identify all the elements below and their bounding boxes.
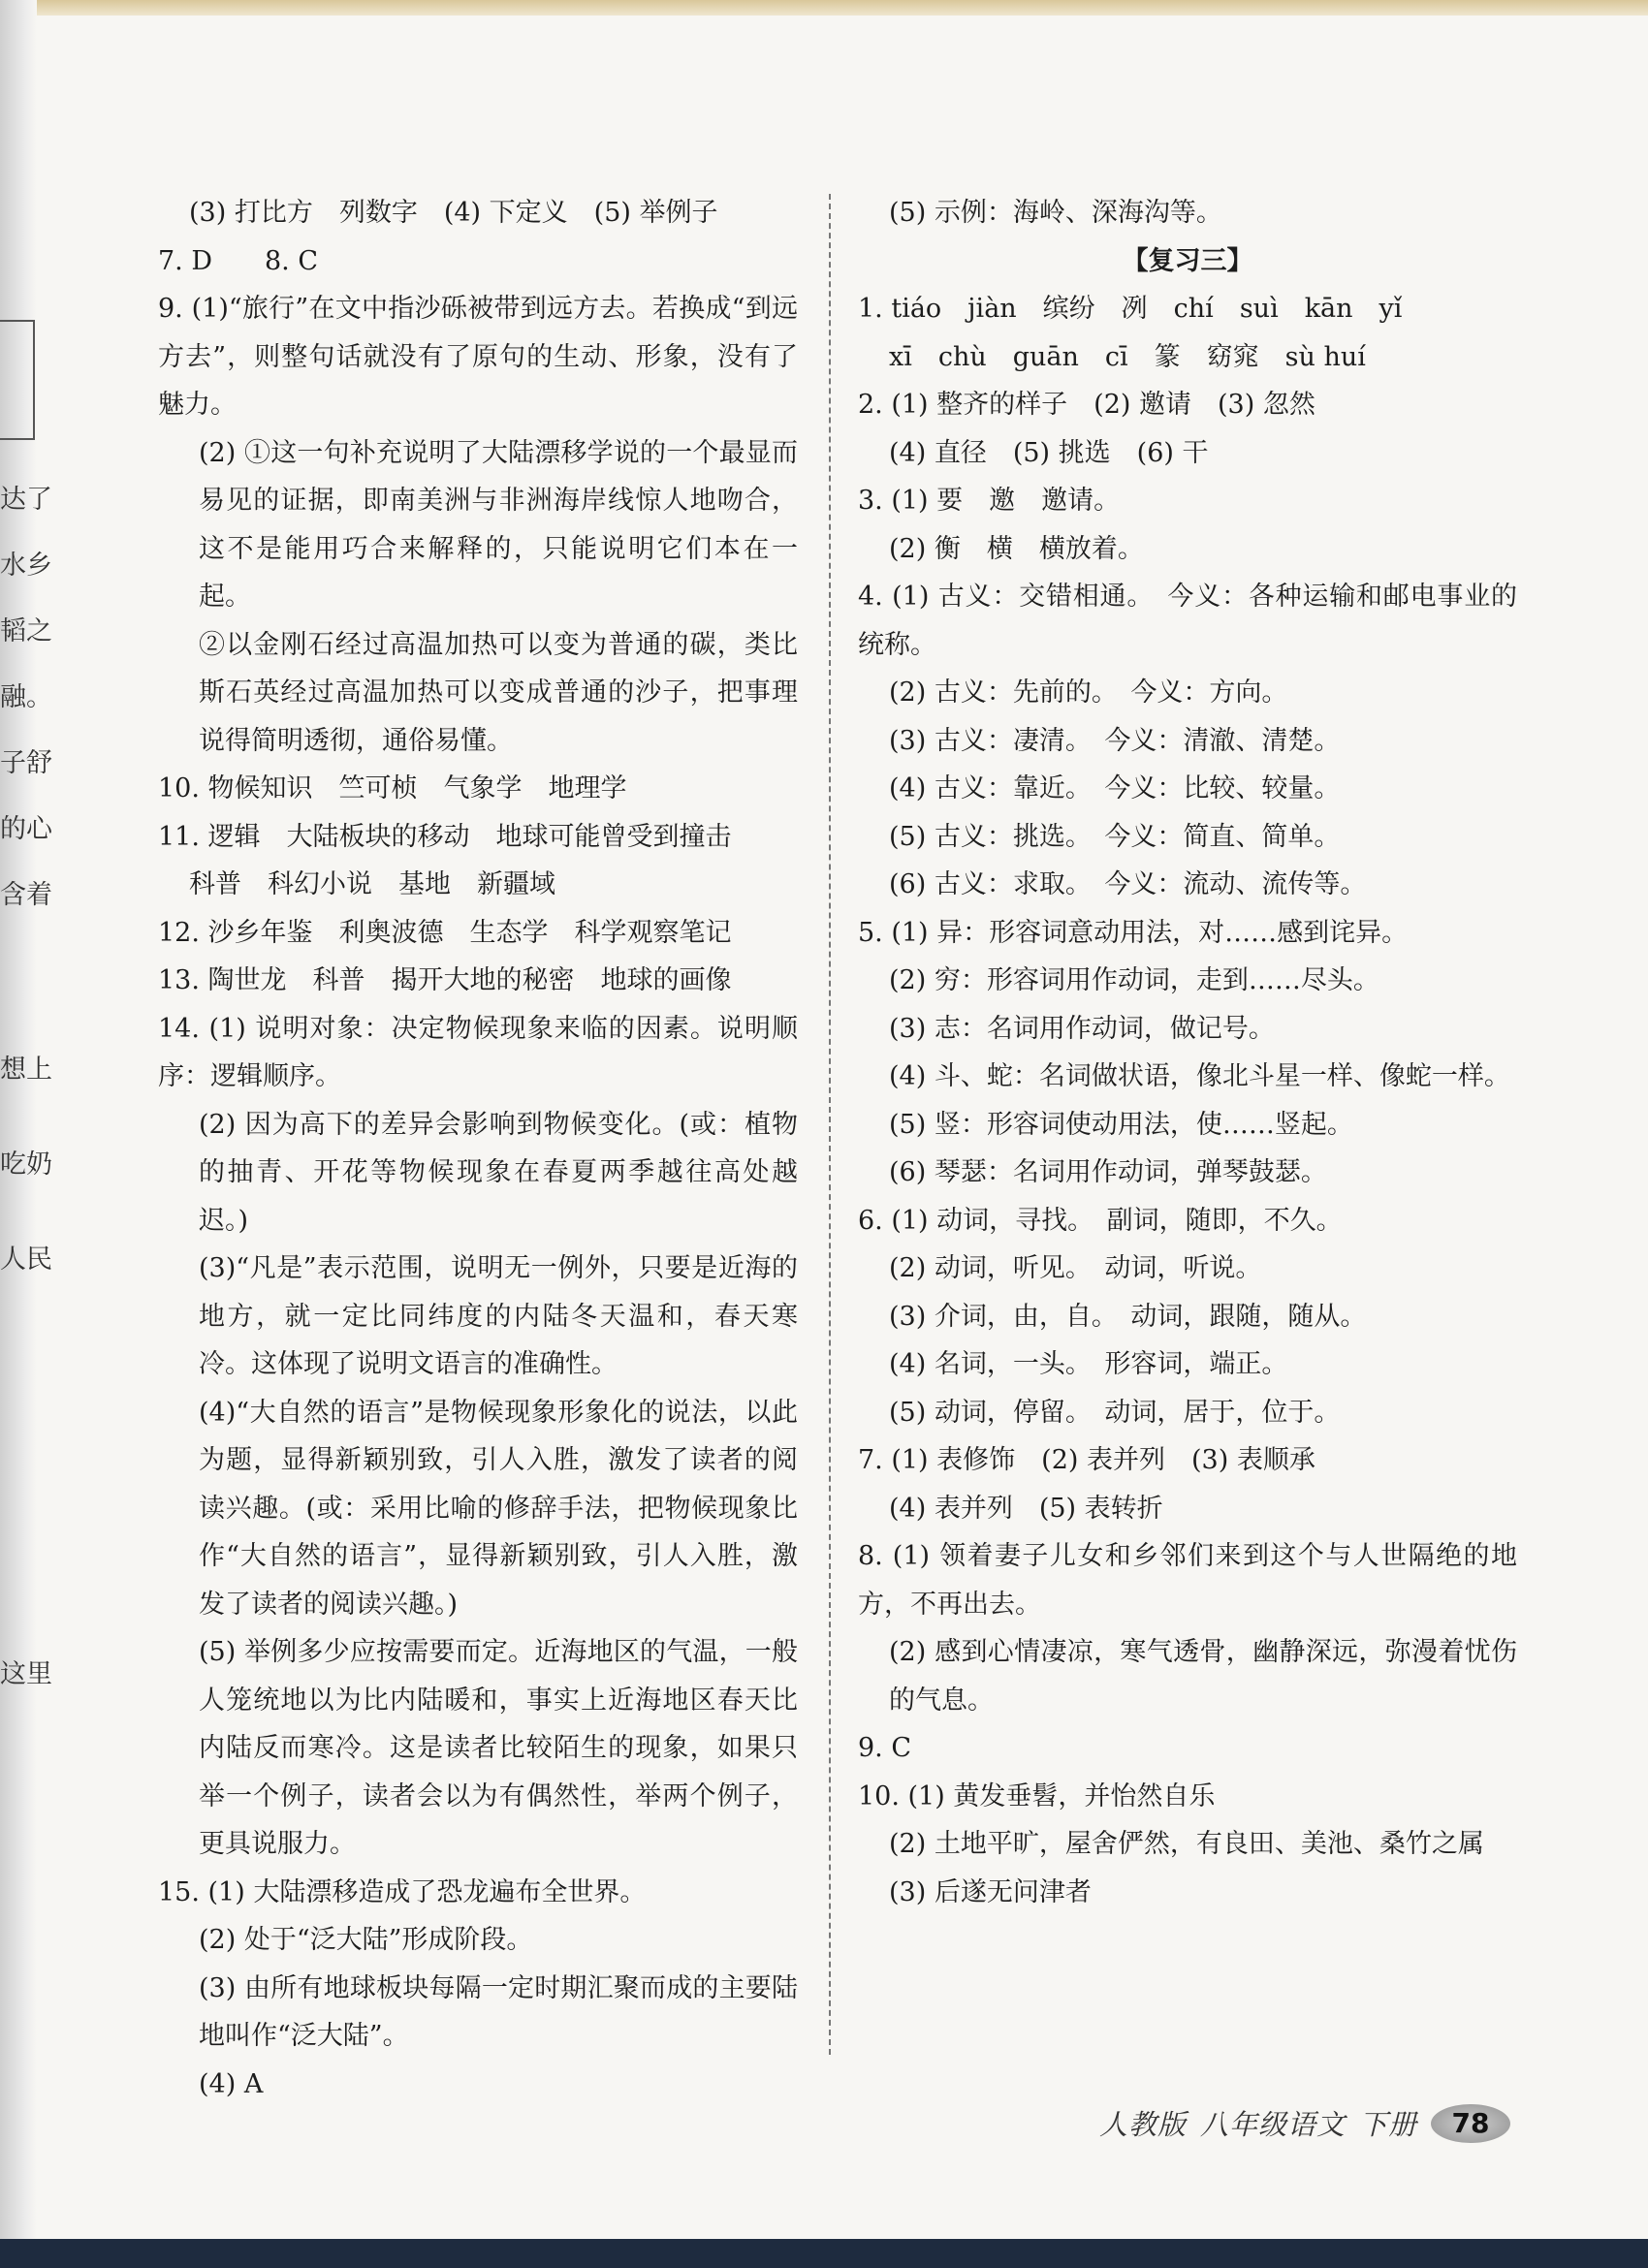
answer-line: 科普 科幻小说 基地 新疆域: [189, 869, 555, 899]
answer-line: xī chù guān cī 篆 窈窕 sù huí: [889, 341, 1366, 372]
spine-fragment: 人民: [0, 1244, 52, 1275]
spine-fragment: 达了: [0, 485, 52, 515]
spine-fragment: 融。: [0, 682, 52, 712]
answer-line: (2) 动词，听见。 动词，听说。: [889, 1253, 1262, 1283]
answer-line: (4)“大自然的语言”是物候现象形象化的说法，以此为题，显得新颖别致，引人入胜，激发了读者的阅读兴趣。(或：采用比喻的修辞手法，把物候现象比作“大自然的语言”，显得新颖别致，引人入胜，激发了读者的阅读兴趣。): [199, 1397, 798, 1620]
page-bottom-edge: [0, 2239, 1648, 2268]
spine-fragment: 含着: [0, 880, 52, 910]
answer-line: (5) 示例：海岭、深海沟等。: [889, 198, 1222, 228]
answer-line: ②以金刚石经过高温加热可以变为普通的碳，类比斯石英经过高温加热可以变成普通的沙子，把事理说得简明透彻，通俗易懂。: [199, 629, 798, 756]
footer-grade-subject: 八年级语文: [1199, 2108, 1346, 2141]
answer-line: (2) 古义：先前的。 今义：方向。: [889, 677, 1288, 708]
answer-line: 10. (1) 黄发垂髫，并怡然自乐: [858, 1780, 1216, 1811]
answer-column-left: [158, 189, 798, 2108]
answer-line: (4) 直径 (5) 挑选 (6) 干: [889, 437, 1209, 468]
answer-line: 6. (1) 动词，寻找。 副词，随即，不久。: [858, 1205, 1343, 1236]
answer-line: (6) 古义：求取。 今义：流动、流传等。: [889, 869, 1367, 899]
answer-line: 11. 逻辑 大陆板块的移动 地球可能曾受到撞击: [158, 821, 732, 852]
answer-line: 5. (1) 异：形容词意动用法，对……感到诧异。: [858, 917, 1409, 948]
spine-fragment: 这里: [0, 1659, 52, 1689]
answer-line: (3) 介词，由，自。 动词，跟随，随从。: [889, 1301, 1367, 1332]
answer-line: (3) 由所有地球板块每隔一定时期汇聚而成的主要陆地叫作“泛大陆”。: [199, 1972, 798, 2051]
answer-line: (2) 穷：形容词用作动词，走到……尽头。: [889, 965, 1379, 995]
spine-fragment: 想上: [0, 1055, 52, 1085]
answer-line: 14. (1) 说明对象：决定物候现象来临的因素。说明顺序：逻辑顺序。: [158, 1013, 798, 1091]
answer-line: 7. D 8. C: [158, 245, 318, 276]
answer-line: 9. (1)“旅行”在文中指沙砾被带到远方去。若换成“到远方去”，则整句话就没有了原句的生动、形象，没有了魅力。: [158, 294, 798, 420]
answer-line: 7. (1) 表修饰 (2) 表并列 (3) 表顺承: [858, 1445, 1315, 1475]
answer-line: (2) ①这一句补充说明了大陆漂移学说的一个最显而易见的证据，即南美洲与非洲海岸线惊人地吻合，这不是能用巧合来解释的，只能说明它们本在一起。: [199, 437, 798, 612]
answer-line: (5) 古义：挑选。 今义：简直、简单。: [889, 821, 1341, 852]
answer-line: 4. (1) 古义：交错相通。 今义：各种运输和邮电事业的统称。: [858, 582, 1517, 660]
answer-line: (2) 衡 横 横放着。: [889, 533, 1144, 564]
answer-line: (4) 表并列 (5) 表转折: [889, 1493, 1163, 1524]
spine-fragment: 水乡: [0, 551, 52, 581]
spine-fragment: 的心: [0, 814, 52, 844]
footer-volume: 下册: [1358, 2108, 1417, 2141]
answer-line: 2. (1) 整齐的样子 (2) 邀请 (3) 忽然: [858, 390, 1315, 420]
spine-fragment: 韬之: [0, 616, 52, 646]
answer-line: (3)“凡是”表示范围，说明无一例外，只要是近海的地方，就一定比同纬度的内陆冬天温和，春天寒冷。这体现了说明文语言的准确性。: [199, 1253, 798, 1379]
answer-line: 13. 陶世龙 科普 揭开大地的秘密 地球的画像: [158, 965, 732, 995]
spine-fragment: 子舒: [0, 748, 52, 778]
page-footer: [1099, 2103, 1510, 2143]
answer-line: (2) 因为高下的差异会影响到物候变化。(或：植物的抽青、开花等物候现象在春夏两季越往高处越迟。): [199, 1109, 798, 1236]
page-number: 78: [1431, 2104, 1510, 2143]
answer-line: 12. 沙乡年鉴 利奥波德 生态学 科学观察笔记: [158, 917, 732, 948]
adjacent-page-box: [0, 320, 35, 440]
answer-line: (4) 斗、蛇：名词做状语，像北斗星一样、像蛇一样。: [889, 1061, 1510, 1091]
answer-line: (3) 古义：凄清。 今义：清澈、清楚。: [889, 725, 1341, 756]
footer-edition: 人教版: [1098, 2108, 1187, 2141]
answer-line: (5) 动词，停留。 动词，居于，位于。: [889, 1397, 1341, 1428]
answer-line: (3) 后遂无问津者: [889, 1876, 1092, 1907]
answer-line: (3) 志：名词用作动词，做记号。: [889, 1013, 1275, 1044]
answer-line: (6) 琴瑟：名词用作动词，弹琴鼓瑟。: [889, 1157, 1327, 1187]
column-divider: [829, 194, 831, 2055]
adjacent-page-text: [0, 485, 58, 1725]
answer-line: (2) 感到心情凄凉，寒气透骨，幽静深远，弥漫着忧伤的气息。: [889, 1637, 1517, 1716]
answer-line: 9. C: [858, 1733, 912, 1763]
answer-column-right: [858, 189, 1517, 1916]
section-heading: 【复习三】: [1122, 245, 1253, 276]
answer-line: (5) 举例多少应按需要而定。近海地区的气温，一般人笼统地以为比内陆暖和，事实上近海地区春天比内陆反而寒冷。这是读者比较陌生的现象，如果只举一个例子，读者会以为有偶然性，举两个例子，更具说服力。: [199, 1637, 798, 1859]
answer-line: (3) 打比方 列数字 (4) 下定义 (5) 举例子: [189, 198, 718, 228]
answer-line: (4) 古义：靠近。 今义：比较、较量。: [889, 773, 1341, 803]
answer-line: 1. tiáo jiàn 缤纷 冽 chí suì kān yǐ: [858, 294, 1403, 324]
answer-line: 3. (1) 要 邀 邀请。: [858, 486, 1121, 516]
answer-line: 8. (1) 领着妻子儿女和乡邻们来到这个与人世隔绝的地方，不再出去。: [858, 1541, 1517, 1620]
answer-line: 10. 物候知识 竺可桢 气象学 地理学: [158, 773, 627, 803]
spine-fragment: 吃奶: [0, 1150, 52, 1180]
answer-line: (4) A: [199, 2068, 264, 2099]
answer-line: (5) 竖：形容词使动用法，使……竖起。: [889, 1109, 1353, 1140]
page-top-edge: [0, 0, 1648, 16]
answer-line: (2) 土地平旷，屋舍俨然，有良田、美池、桑竹之属: [889, 1829, 1484, 1859]
answer-line: (4) 名词，一头。 形容词，端正。: [889, 1349, 1288, 1379]
answer-line: (2) 处于“泛大陆”形成阶段。: [199, 1925, 533, 1955]
answer-line: 15. (1) 大陆漂移造成了恐龙遍布全世界。: [158, 1876, 647, 1907]
